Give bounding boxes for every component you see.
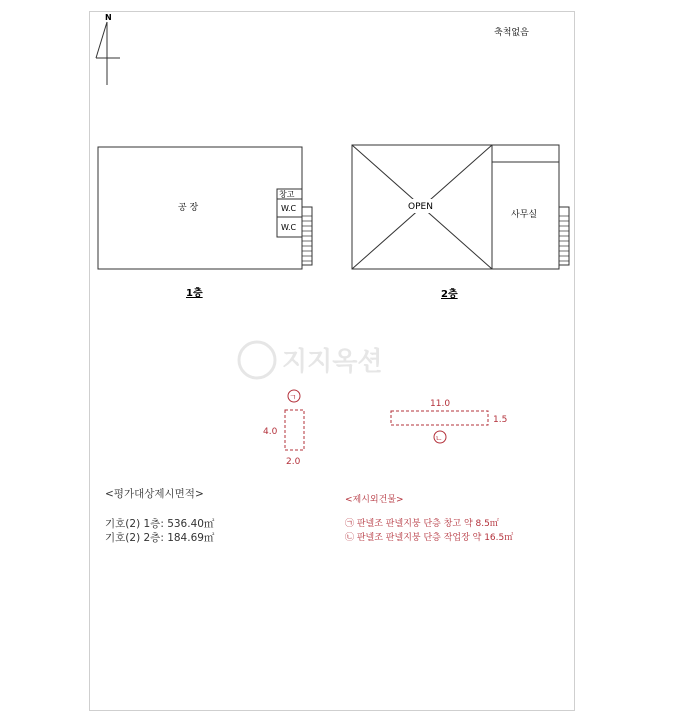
north-letter: N xyxy=(105,13,112,22)
floor2-outline xyxy=(352,145,559,269)
open-label: OPEN xyxy=(408,202,433,212)
floor1-plan xyxy=(98,147,312,269)
north-arrow-icon xyxy=(96,22,120,85)
eval-area-title: <평가대상제시면적> xyxy=(105,488,204,500)
floor1-caption: 1층 xyxy=(186,288,203,299)
office-label: 사무실 xyxy=(511,210,538,220)
scale-note: 축척없음 xyxy=(494,28,529,38)
annex-b-width: 11.0 xyxy=(430,399,451,409)
annex-a-width: 2.0 xyxy=(286,457,301,467)
annex-b-outline xyxy=(391,411,488,425)
factory-outline xyxy=(98,147,302,269)
eval-area-line-1: 기호(2) 1층: 536.40㎡ xyxy=(105,518,215,530)
outside-building-line-1: ㉠ 판넬조 판넬지붕 단층 창고 약 8.5㎡ xyxy=(345,519,499,529)
floor2-plan xyxy=(352,145,569,269)
annex-a-outline xyxy=(285,410,304,450)
watermark-text: 지지옥션 xyxy=(282,347,383,377)
wc-upper-label: W.C xyxy=(281,204,297,213)
eval-area-line-2: 기호(2) 2층: 184.69㎡ xyxy=(105,532,215,544)
annex-b-marker: ㄴ xyxy=(435,434,443,443)
storage-label: 창고 xyxy=(279,190,295,199)
annex-a-height: 4.0 xyxy=(263,427,278,437)
outside-buildings-title: <제시외건물> xyxy=(345,495,404,505)
factory-label: 공 장 xyxy=(178,203,199,213)
annex-b-height: 1.5 xyxy=(493,415,508,425)
wc-lower-label: W.C xyxy=(281,223,297,232)
annex-a-marker: ㄱ xyxy=(289,393,297,402)
outside-building-line-2: ㉡ 판넬조 판넬지붕 단층 작업장 약 16.5㎡ xyxy=(345,533,514,543)
watermark-logo-icon xyxy=(239,342,275,378)
floor2-caption: 2층 xyxy=(441,289,458,300)
